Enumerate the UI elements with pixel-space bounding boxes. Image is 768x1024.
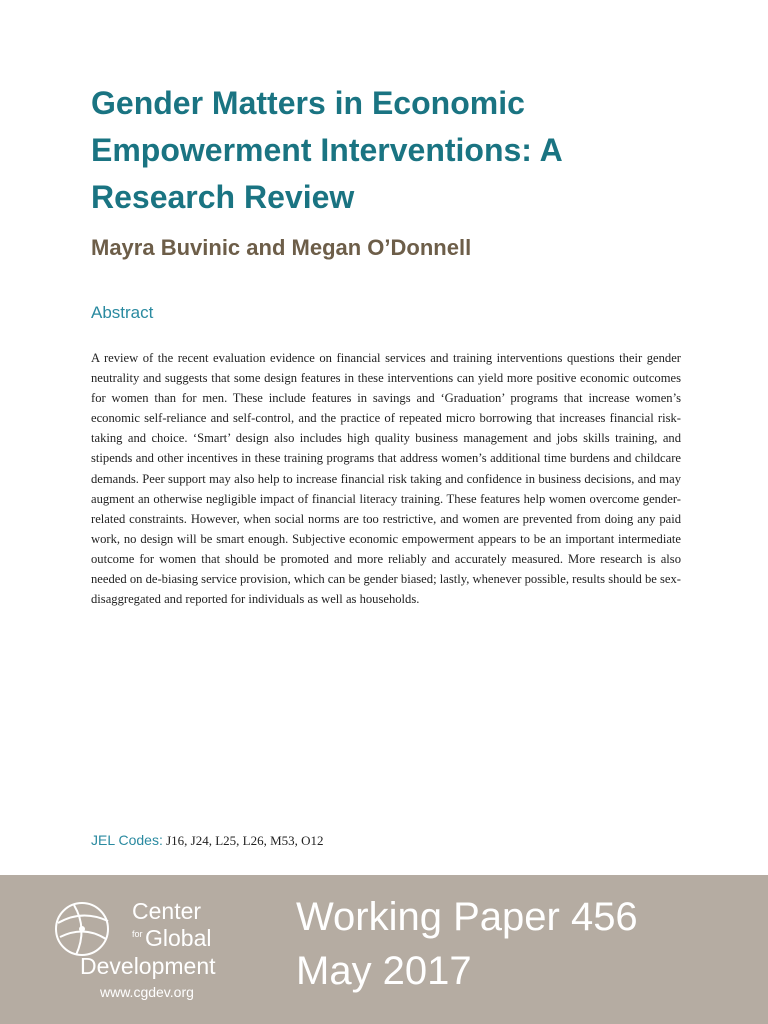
- working-paper-number: Working Paper 456: [296, 895, 638, 939]
- jel-codes-label: JEL Codes:: [91, 832, 163, 848]
- logo-word-center: Center: [132, 898, 202, 924]
- cgd-globe-logo-icon: [52, 897, 116, 961]
- paper-title: Gender Matters in Economic Empowerment Interventions: A Research Review: [91, 85, 562, 215]
- publication-date: May 2017: [296, 949, 472, 993]
- footer-band: [0, 875, 768, 1024]
- abstract-text: A review of the recent evaluation evidence on financial services and training interventions questions their gender neutrality and suggests that some design features in these interventions can yield more positive economic outcomes for women than for men. These include features in savings and ‘Graduation’ programs that increase women’s economic self-reliance and self-control, and the practice of repeated micro borrowing that increases financial risk-taking and choice. ‘Smart’ design also includes high quality business management and jobs skills training, and stipends and other incentives in these training programs that address women’s additional time burdens and childcare demands. Peer support may also help to increase financial risk taking and confidence in business decisions, and may augment an otherwise negligible impact of financial literacy training. These features help women overcome gender-related constraints. However, when social norms are too restrictive, and women are prevented from doing any paid work, no design will be smart enough. Subjective economic empowerment appears to be an important intermediate outcome for women that should be promoted and more reliably and accurately measured. More research is also needed on de-biasing service provision, which can be gender biased; lastly, whenever possible, results should be sex-disaggregated and reported for individuals as well as households.: [91, 351, 681, 607]
- logo-word-development: Development: [80, 953, 216, 979]
- jel-codes-values: J16, J24, L25, L26, M53, O12: [166, 833, 324, 848]
- paper-authors: Mayra Buvinic and Megan O’Donnell: [91, 235, 472, 260]
- logo-word-global: Global: [145, 925, 212, 951]
- abstract-heading: Abstract: [91, 303, 154, 322]
- logo-word-for: for: [132, 929, 143, 939]
- jel-codes-line: [91, 832, 324, 849]
- logo-url: www.cgdev.org: [100, 984, 194, 1000]
